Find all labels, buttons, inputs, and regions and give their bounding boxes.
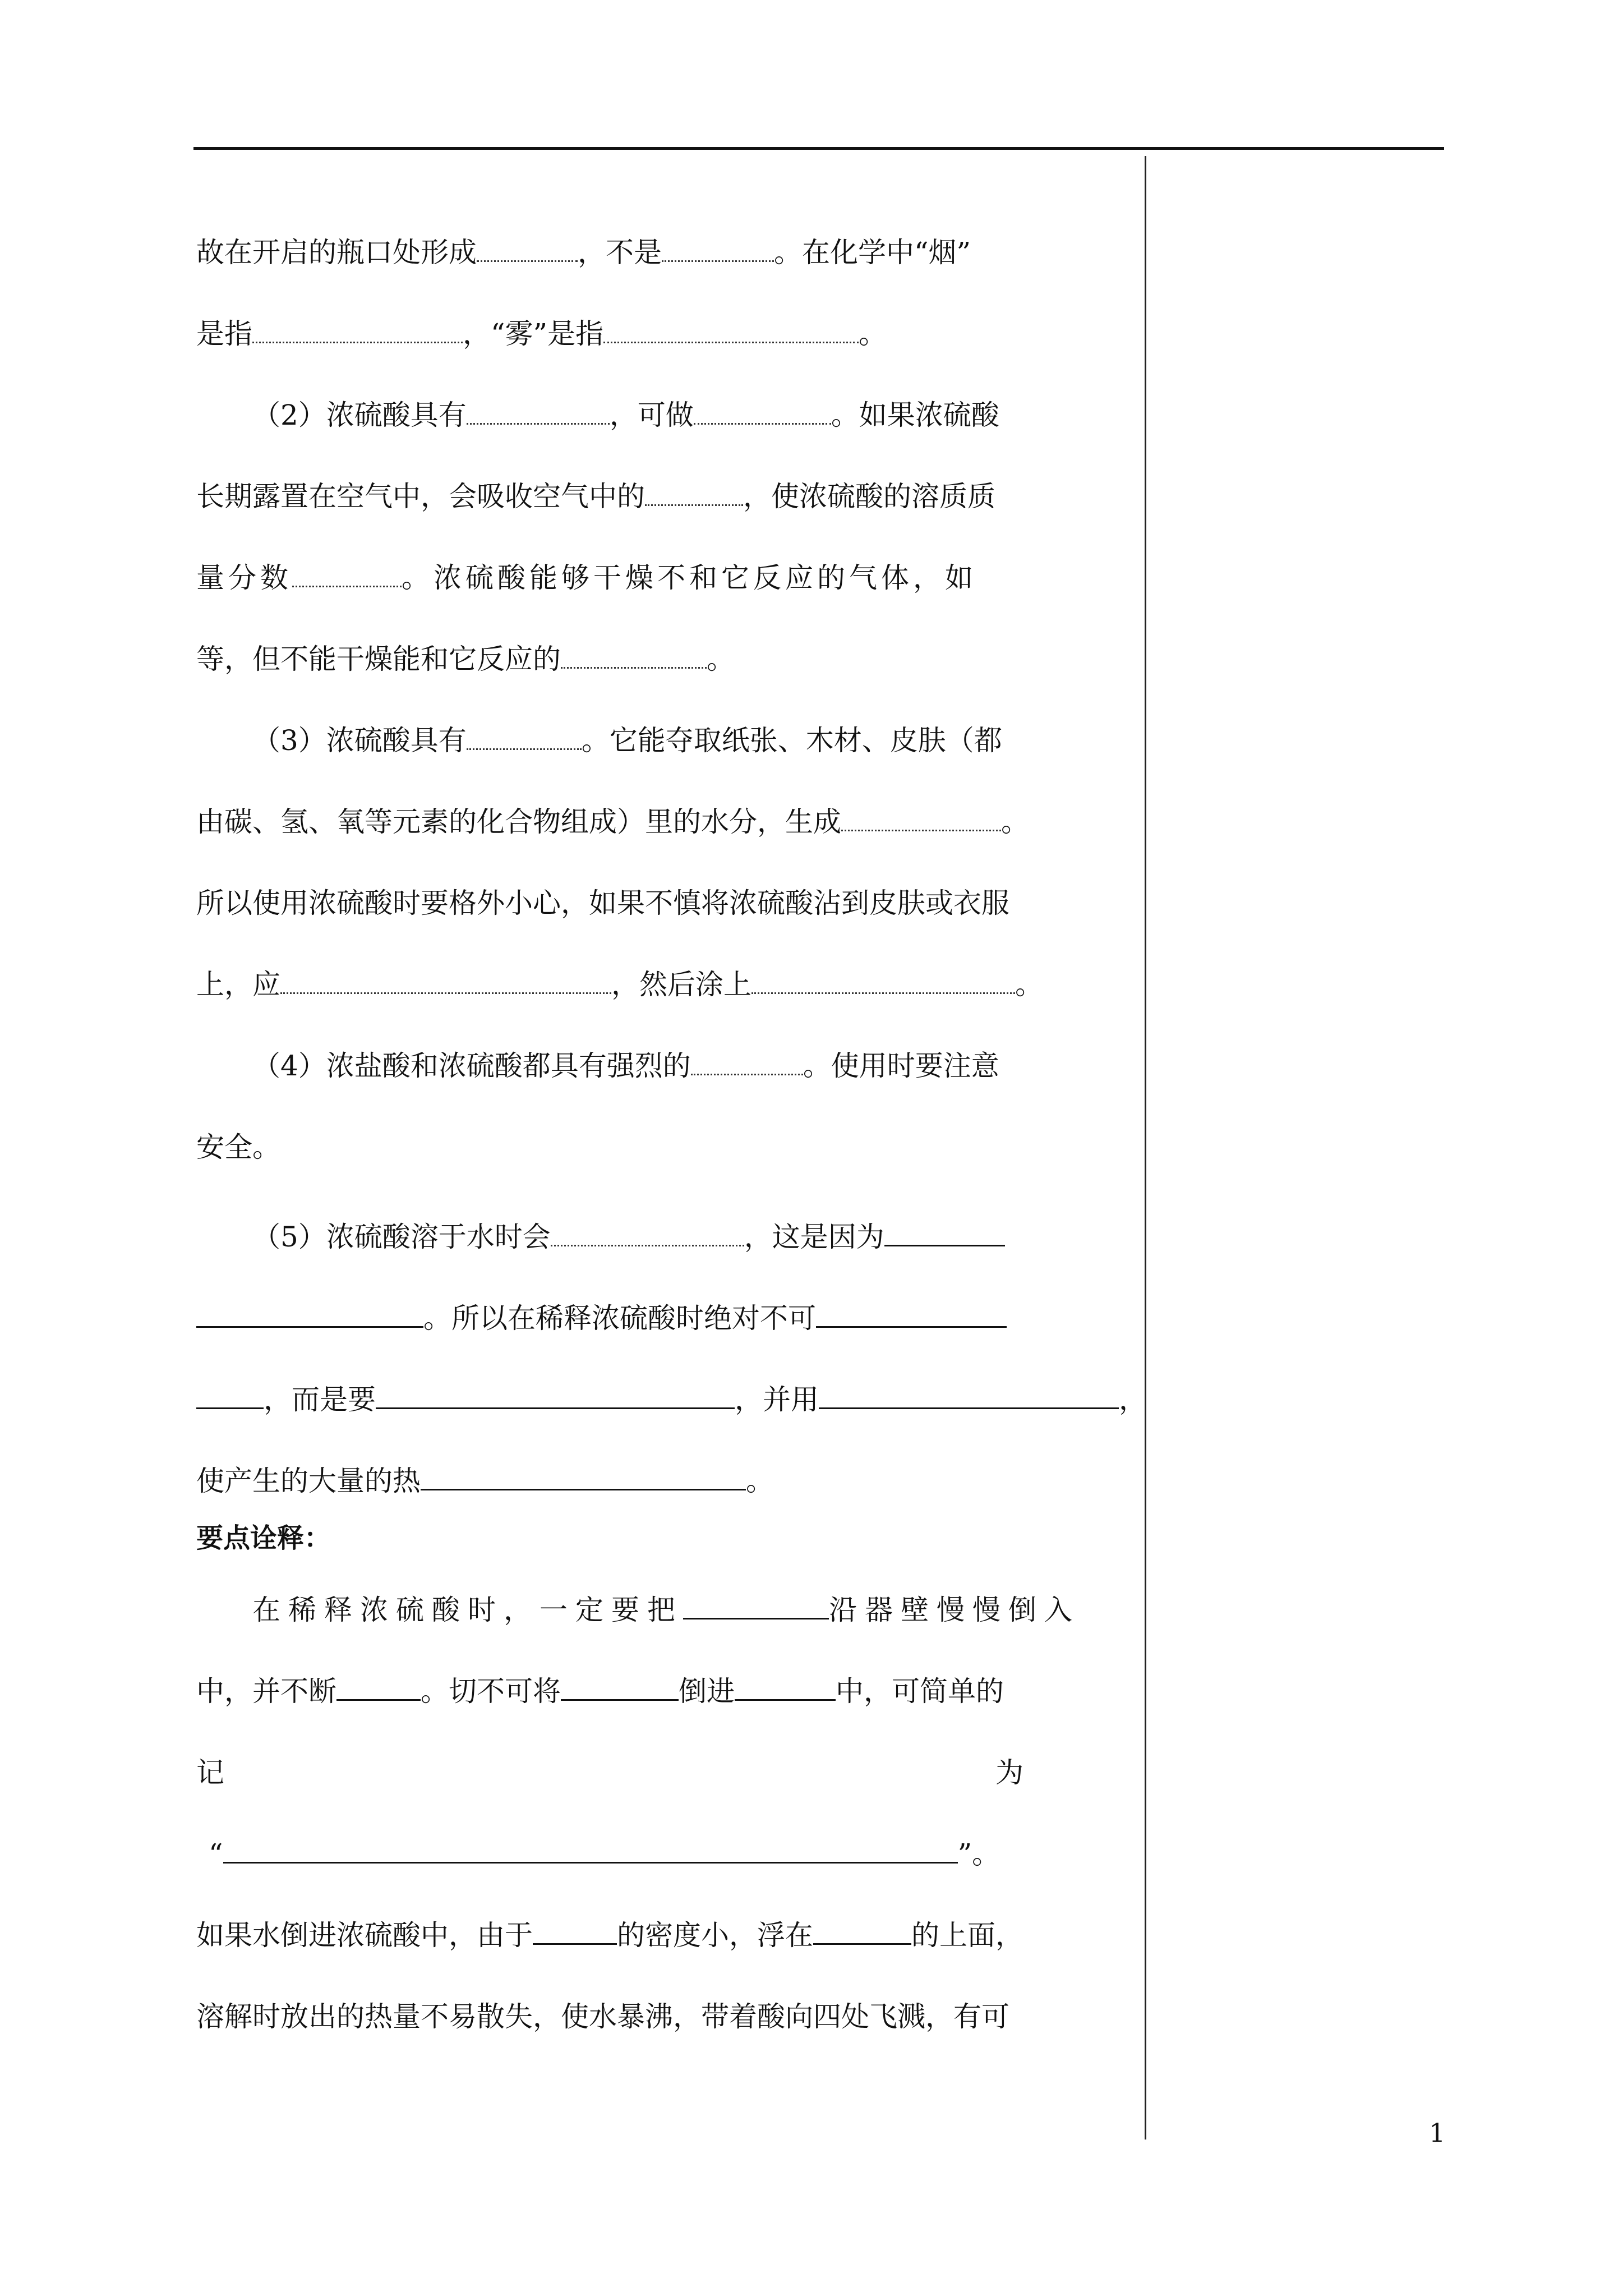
text-line: [196, 1130, 280, 1164]
text-line: [196, 561, 977, 595]
text-line: [252, 1049, 999, 1083]
text-line: [196, 480, 995, 513]
line-text: 上，应: [196, 968, 280, 1001]
fill-blank[interactable]: [645, 504, 743, 506]
text-line: [196, 236, 971, 269]
fill-blank[interactable]: [561, 1699, 679, 1701]
fill-blank[interactable]: [252, 341, 463, 343]
line-text: （4）浓盐酸和浓硫酸都具有强烈的: [252, 1050, 691, 1082]
line-text: ，而是要: [264, 1383, 376, 1416]
text-line: [196, 642, 735, 676]
line-text: 。浓硫酸能够干燥不和它反应的气体，如: [402, 562, 977, 594]
fill-blank[interactable]: [223, 1861, 958, 1864]
text-line: [196, 1674, 1004, 1708]
line-text: 中，可简单的: [836, 1675, 1004, 1708]
fill-blank[interactable]: [694, 422, 831, 425]
fill-blank[interactable]: [603, 341, 859, 343]
line-text: 。: [746, 1465, 774, 1497]
fill-blank[interactable]: [477, 260, 578, 262]
line-text: 。如果浓硫酸: [831, 399, 999, 431]
line-text: 使产生的大量的热: [196, 1465, 421, 1497]
header-rule: [193, 147, 1444, 150]
fill-blank[interactable]: [683, 1617, 829, 1619]
line-text: 在稀释浓硫酸时，一定要把: [252, 1594, 683, 1626]
fill-blank[interactable]: [816, 1326, 1007, 1328]
line-text: 。切不可将: [421, 1675, 561, 1708]
text-line: [196, 1756, 1023, 1789]
line-text: 。: [1001, 806, 1029, 838]
line-text: （2）浓硫酸具有: [252, 399, 467, 431]
fill-blank[interactable]: [292, 585, 402, 587]
line-text: 的上面，: [911, 1919, 1023, 1952]
line-text: 。所以在稀释浓硫酸时绝对不可: [423, 1302, 816, 1335]
fill-blank[interactable]: [421, 1488, 746, 1490]
line-text: ，: [1119, 1383, 1147, 1416]
line-text: 量分数: [196, 562, 292, 594]
line-text: ，“雾”是指: [463, 318, 604, 350]
fill-blank[interactable]: [561, 666, 707, 669]
line-text: ，可做: [609, 399, 694, 431]
fill-blank[interactable]: [551, 1244, 744, 1246]
fill-blank[interactable]: [467, 422, 610, 425]
text-line: [209, 1837, 1000, 1871]
line-text: 倒进: [679, 1675, 735, 1708]
line-text: ，不是: [578, 236, 662, 269]
line-text: ，使浓硫酸的溶质质: [743, 480, 995, 513]
line-text: 。: [707, 643, 735, 675]
line-text: 。在化学中“烟”: [774, 236, 971, 269]
text-line: [252, 1593, 1080, 1627]
line-text: 安全。: [196, 1131, 280, 1163]
text-line: [196, 1464, 774, 1498]
fill-blank[interactable]: [813, 1943, 911, 1945]
text-line: [196, 968, 1043, 1001]
line-text: 的密度小，浮在: [617, 1919, 813, 1952]
text-line: [196, 1383, 1147, 1416]
line-text: （5）浓硫酸溶于水时会: [252, 1221, 551, 1253]
line-text: “: [209, 1838, 223, 1870]
line-text: ，并用: [735, 1383, 819, 1416]
text-line: [252, 398, 999, 432]
line-text: 。它能夺取纸张、木材、皮肤（都: [581, 724, 1002, 757]
line-text: 中，并不断: [196, 1675, 336, 1708]
page-number: 1: [1429, 2118, 1446, 2148]
line-text: 由碳、氢、氧等元素的化合物组成）里的水分，生成: [196, 806, 841, 838]
fill-blank[interactable]: [196, 1407, 264, 1409]
fill-blank[interactable]: [819, 1407, 1119, 1409]
text-line: [252, 724, 1002, 757]
text-line: [196, 317, 887, 351]
fill-blank[interactable]: [376, 1407, 735, 1409]
fill-blank[interactable]: [841, 829, 1001, 831]
line-text: 等，但不能干燥能和它反应的: [196, 643, 561, 675]
line-text: 溶解时放出的热量不易散失，使水暴沸，带着酸向四处飞溅，有可: [196, 2000, 1009, 2033]
fill-blank[interactable]: [735, 1699, 836, 1701]
fill-blank[interactable]: [751, 992, 1015, 994]
line-text: 如果水倒进浓硫酸中，由于: [196, 1919, 533, 1952]
text-line: [196, 886, 1009, 920]
line-text: ”。: [957, 1838, 1000, 1870]
fill-blank[interactable]: [884, 1244, 1005, 1246]
fill-blank[interactable]: [467, 748, 582, 750]
text-line: [196, 805, 1029, 839]
line-text: ，这是因为: [744, 1221, 884, 1253]
line-text: 。使用时要注意: [803, 1050, 999, 1082]
line-text: 记: [196, 1756, 224, 1789]
text-line: [196, 1918, 1023, 1952]
text-line: [196, 1301, 1007, 1335]
line-text: 是指: [196, 318, 252, 350]
line-text: 。: [859, 318, 887, 350]
fill-blank[interactable]: [336, 1699, 421, 1701]
margin-rule: [1145, 156, 1146, 2139]
fill-blank[interactable]: [691, 1073, 803, 1075]
line-text: 长期露置在空气中，会吸收空气中的: [196, 480, 645, 513]
line-text: （3）浓硫酸具有: [252, 724, 467, 757]
fill-blank[interactable]: [196, 1326, 423, 1328]
line-text: 故在开启的瓶口处形成: [196, 236, 477, 269]
fill-blank[interactable]: [280, 992, 611, 994]
fill-blank[interactable]: [533, 1943, 617, 1945]
line-text: 为: [995, 1756, 1023, 1789]
line-text: 。: [1015, 968, 1043, 1001]
line-text: ，然后涂上: [611, 968, 751, 1001]
line-text: 沿器壁慢慢倒入: [829, 1594, 1080, 1626]
text-line: [252, 1220, 1005, 1254]
section-heading: 要点诠释：: [196, 1522, 331, 1554]
text-line: [196, 2000, 1009, 2033]
fill-blank[interactable]: [662, 260, 774, 262]
line-text: 所以使用浓硫酸时要格外小心，如果不慎将浓硫酸沾到皮肤或衣服: [196, 887, 1009, 919]
